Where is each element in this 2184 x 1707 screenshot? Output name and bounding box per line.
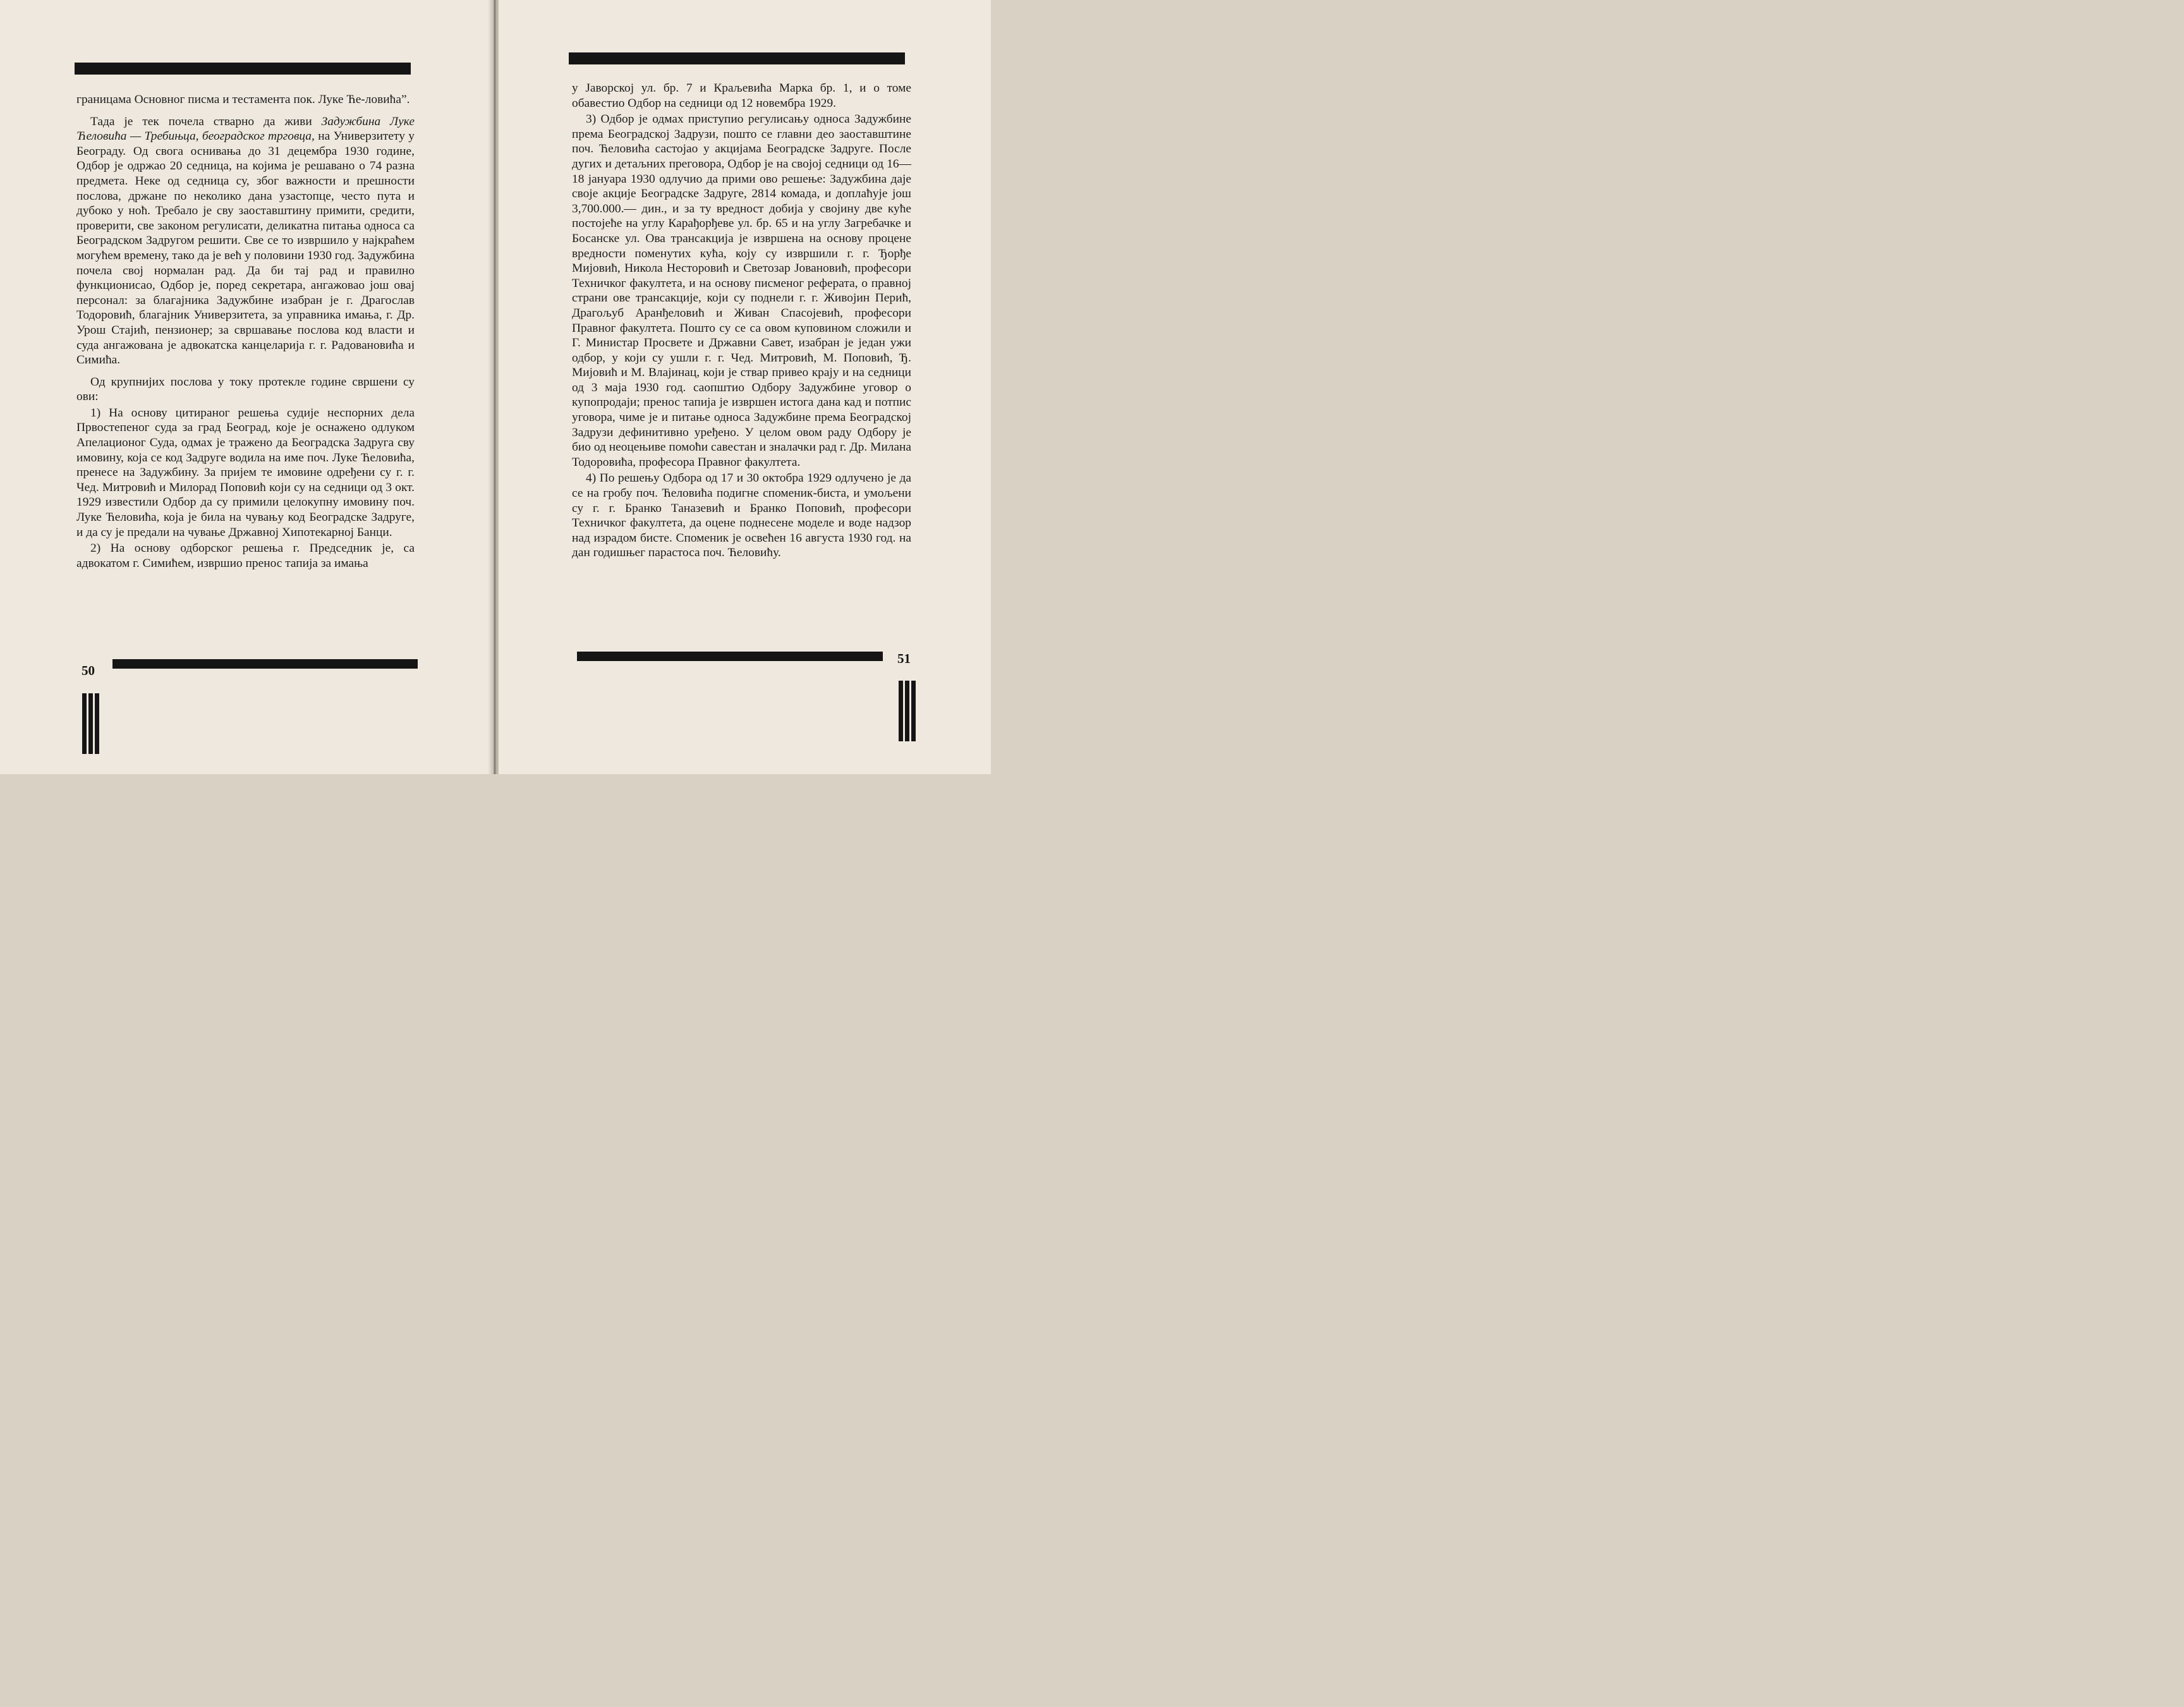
top-rule-right: [569, 52, 905, 64]
vertical-bar: [82, 693, 87, 754]
right-page: [499, 0, 991, 774]
vertical-bar: [899, 681, 903, 741]
book-spread: [0, 0, 991, 774]
vertical-bar: [95, 693, 99, 754]
paragraph: 3) Одбор је одмах приступио регулисању односа Задужбине према Београдској Задрузи, пошто се главни део заоставштине поч. Ћеловића састојао у акцијама Београдске Задруге. После дугих и детаљних преговора, Одбор је на својој седници од 16—18 јануара 1930 одлучио да прими ово решење: Задужбина даје своје акције Београдске Задруге, 2814 комада, и доплаћује још 3,700.000.— дин., и за ту вредност добија у својину две куће постојеће на углу Карађорђеве ул. бр. 65 и на углу Загребачке и Босанске ул. Ова трансакција је извршена на основу процене вредности поменутих кућа, коју су извршили г. г. Ђорђе Мијовић, Никола Несторовић и Светозар Јовановић, професори Техничког факултета, и на основу писменог реферата, о правној страни ове трансакције, који су поднели г. г. Живојин Перић, Драгољуб Аранђеловић и Живан Спасојевић, професори Правног факултета. Пошто су се са овом куповином сложили и Г. Министар Просвете и Државни Савет, изабран је један ужи одбор, у који су ушли г. г. Чед. Митровић, М. Поповић, Ђ. Мијовић и М. Влајинац, који је ствар привео крају и на седници од 3 маја 1930 год. саопштио Одбору Задужбине уговор о купопродаји; пренос тапија је извршен истога дана кад и потпис уговора, чиме је и питање односа Задужбине према Београдској Задрузи дефинитивно уређено. У целом овом раду Одбору је био од неоцењиве помоћи савестан и зналачки рад г. Др. Милана Тодоровића, професора Правног факултета.: [572, 112, 911, 469]
paragraph: Од крупнијих послова у току протекле године свршени су ови:: [76, 375, 415, 404]
page-number-left: 50: [82, 663, 95, 678]
paragraph: 4) По решењу Одбора од 17 и 30 октобра 1929 одлучено је да се на гробу поч. Ћеловића подигне споменик-биста, и умољени су г. г. Бранко Таназевић и Бранко Поповић, професори Техничког факултета, да оцене поднесене моделе и воде надзор над израдом бисте. Споменик је освећен 16 августа 1930 год. на дан годишњег парастоса поч. Ћеловићу.: [572, 471, 911, 560]
right-page-body: [572, 81, 911, 568]
paragraph: 1) На основу цитираног решења судије неспорних дела Првостепеног суда за град Београд, које је оснажено одлуком Апелационог Суда, одмах је тражено да Београдска Задруга сву имовину, која се код Задруге водила на име поч. Луке Ћеловића, пренесе на Задужбину. За пријем те имовине одређени су г. г. Чед. Митровић и Милорад Поповић који су на седници од 3 окт. 1929 известили Одбор да су примили целокупну имовину поч. Луке Ћеловића, која је била на чувању код Београдске Задруге, и да су је предали на чување Државној Хипотекарној Банци.: [76, 406, 415, 539]
bottom-rule-left: [112, 659, 418, 669]
page-number-right: 51: [897, 651, 911, 666]
bottom-rule-right: [577, 652, 883, 661]
left-page-body: [76, 92, 415, 578]
italic-title: Задужбина Луке Ћеловића — Требињца, београдског трговца,: [76, 114, 415, 143]
top-rule-left: [75, 63, 411, 75]
text-span: на Универзитету у Београду. Од свога оснивања до 31 децембра 1930 године, Одбор је одржао 20 седница, на којима је решавано о 74 разна предмета. Неке од седница су, због важности и прешности послова, држане по неколико дана узастопце, често пута и дубоко у ноћ. Требало је сву заоставштину примити, средити, проверити, све законом регулисати, деликатна питања односа са Београдском Задругом решити. Све се то извршило у најкраћем могућем времену, тако да је већ у половини 1930 год. Задужбина почела свој нормалан рад. Да би тај рад и правилно функционисао, Одбор је, поред секретара, ангажовао још овај персонал: за благајника Задужбине изабран је г. Драгослав Тодоровић, благајник Универзитета, за управника имања, г. Др. Урош Стајић, пензионер; за свршавање послова код власти и суда ангажована је адвокатска канцеларија г. г. Радовановића и Симића.: [76, 130, 415, 367]
paragraph: у Јаворској ул. бр. 7 и Краљевића Марка бр. 1, и о томе обавестио Одбор на седници од 12 новембра 1929.: [572, 82, 911, 110]
vertical-bar: [911, 681, 916, 741]
left-page: [0, 0, 494, 774]
text-span: Тада је тек почела стварно да живи: [90, 114, 312, 128]
paragraph: границама Основног писма и тестамента пок. Луке Ће-ловића”.: [76, 93, 410, 106]
vertical-bar: [905, 681, 909, 741]
paragraph: 2) На основу одборског решења г. Председник је, са адвокатом г. Симићем, извршио пренос тапија за имања: [76, 542, 415, 570]
paragraph: [76, 114, 415, 368]
vertical-bar: [88, 693, 93, 754]
